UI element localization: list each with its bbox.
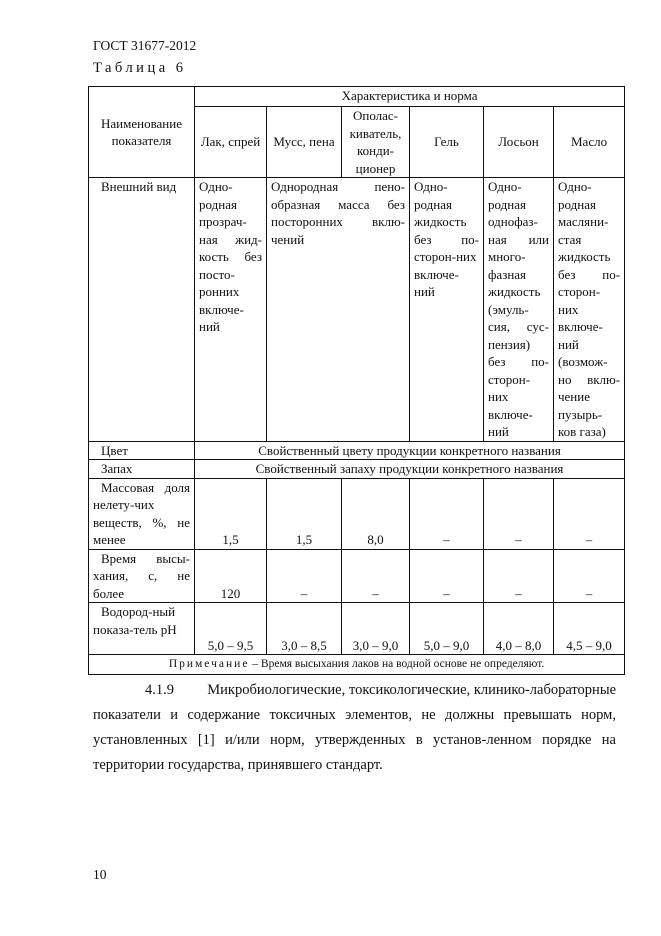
cell-appearance-mousse-rinse: Однородная пено-образная масса без посторонних вклю-чений [267, 178, 410, 442]
cell-drying-oil: – [554, 549, 625, 603]
table-title: Таблица 6 [93, 60, 187, 76]
cell-odor-value: Свойственный запаху продукции конкретного названия [195, 460, 625, 479]
col-header-gel: Гель [410, 107, 484, 178]
cell-nonvolatile-mousse: 1,5 [267, 478, 342, 549]
note-text: – Время высыхания лаков на водной основе не определяют. [249, 657, 545, 670]
page-number: 10 [93, 867, 107, 882]
row-label-drying: Время высы-хания, с, не более [89, 549, 195, 603]
cell-nonvolatile-rinse: 8,0 [342, 478, 410, 549]
cell-appearance-lak: Одно-родная прозрач-ная жид-кость без посто-ронних включе-ний [195, 178, 267, 442]
cell-ph-rinse: 3,0 – 9,0 [342, 603, 410, 655]
col-header-group: Характеристика и норма [195, 87, 625, 107]
cell-ph-lotion: 4,0 – 8,0 [484, 603, 554, 655]
cell-appearance-lotion: Одно-родная однофаз-ная или много-фазная жидкость (эмуль-сия, сус-пензия) без по-сторон-них включе-ний [484, 178, 554, 442]
paragraph-4-1-9 [93, 678, 616, 778]
paragraph-number: 4.1.9 [145, 682, 174, 698]
cell-ph-gel: 5,0 – 9,0 [410, 603, 484, 655]
cell-ph-mousse: 3,0 – 8,5 [267, 603, 342, 655]
paragraph-text: Микробиологические, токсикологические, клинико-лабораторные показатели и содержание токсичных элементов, не должны превышать норм, установленных [1] и/или норм, утвержденных в установ-ленном порядке на территории государства, принявшего стандарт. [93, 682, 616, 773]
col-header-lak: Лак, спрей [195, 107, 267, 178]
cell-nonvolatile-oil: – [554, 478, 625, 549]
cell-nonvolatile-gel: – [410, 478, 484, 549]
cell-drying-rinse: – [342, 549, 410, 603]
col-header-rinse: Ополас-киватель, конди-ционер [342, 107, 410, 178]
cell-drying-mousse: – [267, 549, 342, 603]
cell-nonvolatile-lotion: – [484, 478, 554, 549]
cell-drying-gel: – [410, 549, 484, 603]
characteristics-table [88, 86, 625, 675]
row-label-appearance: Внешний вид [89, 178, 195, 442]
row-label-ph: Водород-ный показа-тель рН [89, 603, 195, 655]
row-label-nonvolatile: Массовая доля нелету-чих веществ, %, не менее [89, 478, 195, 549]
col-header-lotion: Лосьон [484, 107, 554, 178]
note-label: Примечание [168, 657, 250, 670]
cell-appearance-oil: Одно-родная масляни-стая жидкость без по-сторон-них включе-ний (возмож-но вклю-чение пузырь-ков газа) [554, 178, 625, 442]
col-header-oil: Масло [554, 107, 625, 178]
document-code: ГОСТ 31677-2012 [93, 38, 197, 53]
cell-nonvolatile-lak: 1,5 [195, 478, 267, 549]
cell-ph-oil: 4,5 – 9,0 [554, 603, 625, 655]
cell-appearance-gel: Одно-родная жидкость без по-сторон-них включе-ний [410, 178, 484, 442]
col-header-name: Наименование показателя [89, 87, 195, 178]
row-label-color: Цвет [89, 441, 195, 460]
cell-color-value: Свойственный цвету продукции конкретного названия [195, 441, 625, 460]
cell-ph-lak: 5,0 – 9,5 [195, 603, 267, 655]
cell-drying-lak: 120 [195, 549, 267, 603]
table-note [89, 655, 625, 675]
col-header-mousse: Мусс, пена [267, 107, 342, 178]
row-label-odor: Запах [89, 460, 195, 479]
cell-drying-lotion: – [484, 549, 554, 603]
